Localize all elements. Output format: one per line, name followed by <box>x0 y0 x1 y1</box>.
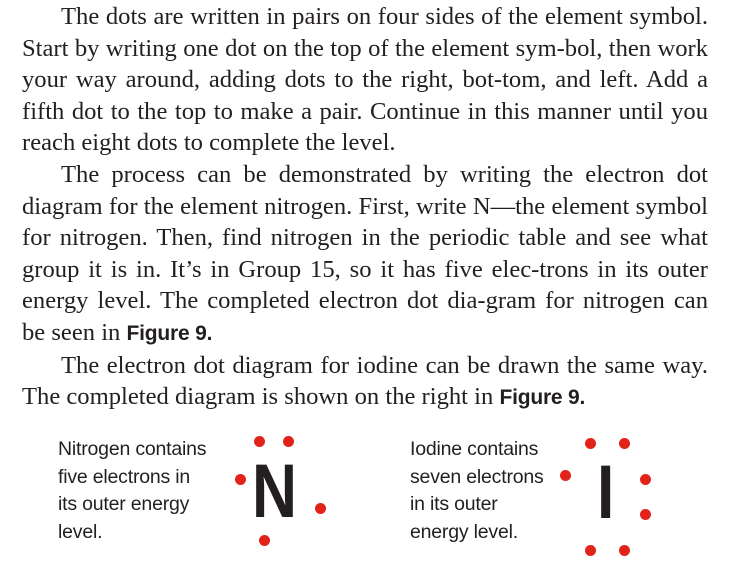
electron-dot <box>560 470 571 481</box>
iodine-caption <box>410 436 560 546</box>
iodine-symbol: I <box>597 450 615 535</box>
caption-line: Iodine contains <box>410 438 539 460</box>
electron-dot <box>619 438 630 449</box>
caption-line: level. <box>58 520 103 543</box>
caption-line: in its outer <box>410 493 498 516</box>
electron-dot <box>235 474 246 485</box>
caption-line: energy level. <box>410 520 518 543</box>
electron-dot <box>315 503 326 514</box>
electron-dot <box>283 436 294 447</box>
body-text <box>22 1 708 414</box>
electron-dot <box>585 438 596 449</box>
paragraph-dot-placement <box>22 1 708 159</box>
paragraph-text: The electron dot diagram for iodine can be drawn the same way. The completed diagram is shown on the right in <box>22 351 708 411</box>
paragraph-text: The process can be demonstrated by writing the electron dot diagram for the element nitrogen. First, write N—the element symbol for nitrogen. Then, find nitrogen in the periodic table and see what group it is in. It’s in Group 15, so it has five elec-trons in its outer energy level. The completed electron dot dia-gram for nitrogen can be seen in <box>22 160 708 346</box>
paragraph-nitrogen-example <box>22 159 708 350</box>
paragraph-iodine-example <box>22 350 708 414</box>
electron-dot <box>259 535 270 546</box>
caption-line: five electrons in <box>58 465 191 488</box>
nitrogen-symbol: N <box>252 449 298 534</box>
figure-reference: Figure 9. <box>499 386 586 410</box>
electron-dot <box>640 474 651 485</box>
caption-line: Nitrogen contains <box>58 438 207 460</box>
nitrogen-caption <box>58 436 228 546</box>
electron-dot <box>254 436 265 447</box>
electron-dot <box>640 509 651 520</box>
caption-line: its outer energy <box>58 493 190 516</box>
caption-line: seven electrons <box>410 465 544 488</box>
electron-dot <box>619 545 630 556</box>
paragraph-text: The dots are written in pairs on four sides of the element symbol. Start by writing one dot on the top of the element sym-bol, then work your way around, adding dots to the right, bot-tom, and left. Add a fifth dot to the top to make a pair. Continue in this manner until you reach eight dots to complete the level. <box>22 3 708 157</box>
figure-reference: Figure 9. <box>126 321 213 345</box>
electron-dot <box>585 545 596 556</box>
